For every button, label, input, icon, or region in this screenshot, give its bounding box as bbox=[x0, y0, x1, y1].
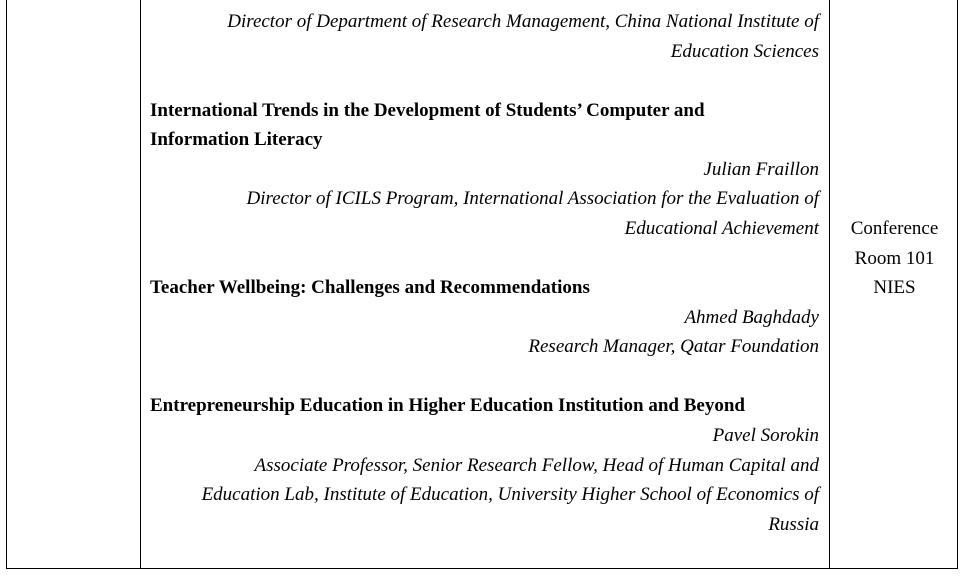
speaker-name: Pavel Sorokin bbox=[712, 425, 819, 446]
prev-affiliation-line-1: Director of Department of Research Management, China National Institute of bbox=[227, 11, 819, 32]
speaker-affiliation-line-3: Russia bbox=[768, 514, 819, 535]
speaker-name: Julian Fraillon bbox=[703, 159, 819, 180]
venue-line-1: Conference bbox=[850, 218, 939, 239]
speaker-affiliation-line-2: Educational Achievement bbox=[624, 218, 819, 239]
prev-affiliation-line-2: Education Sciences bbox=[670, 41, 819, 62]
speaker-affiliation-line-1: Associate Professor, Senior Research Fellow, Head of Human Capital and bbox=[254, 455, 819, 476]
speaker-affiliation-line-1: Research Manager, Qatar Foundation bbox=[528, 336, 819, 357]
talk-title-line-1: Teacher Wellbeing: Challenges and Recommendations bbox=[150, 277, 590, 298]
schedule-table bbox=[6, 0, 958, 569]
speaker-name: Ahmed Baghdady bbox=[684, 307, 819, 328]
column-divider-left bbox=[140, 0, 141, 568]
speaker-affiliation-line-2: Education Lab, Institute of Education, University Higher School of Economics of bbox=[201, 484, 819, 505]
venue-line-2: Room 101 bbox=[854, 248, 935, 269]
talk-title-line-1: Entrepreneurship Education in Higher Education Institution and Beyond bbox=[150, 395, 745, 416]
talk-title-line-2: Information Literacy bbox=[150, 129, 323, 150]
venue-line-3: NIES bbox=[873, 277, 916, 298]
talk-title-line-1: International Trends in the Development of Students’ Computer and bbox=[150, 100, 705, 121]
speaker-affiliation-line-1: Director of ICILS Program, International Association for the Evaluation of bbox=[246, 188, 819, 209]
